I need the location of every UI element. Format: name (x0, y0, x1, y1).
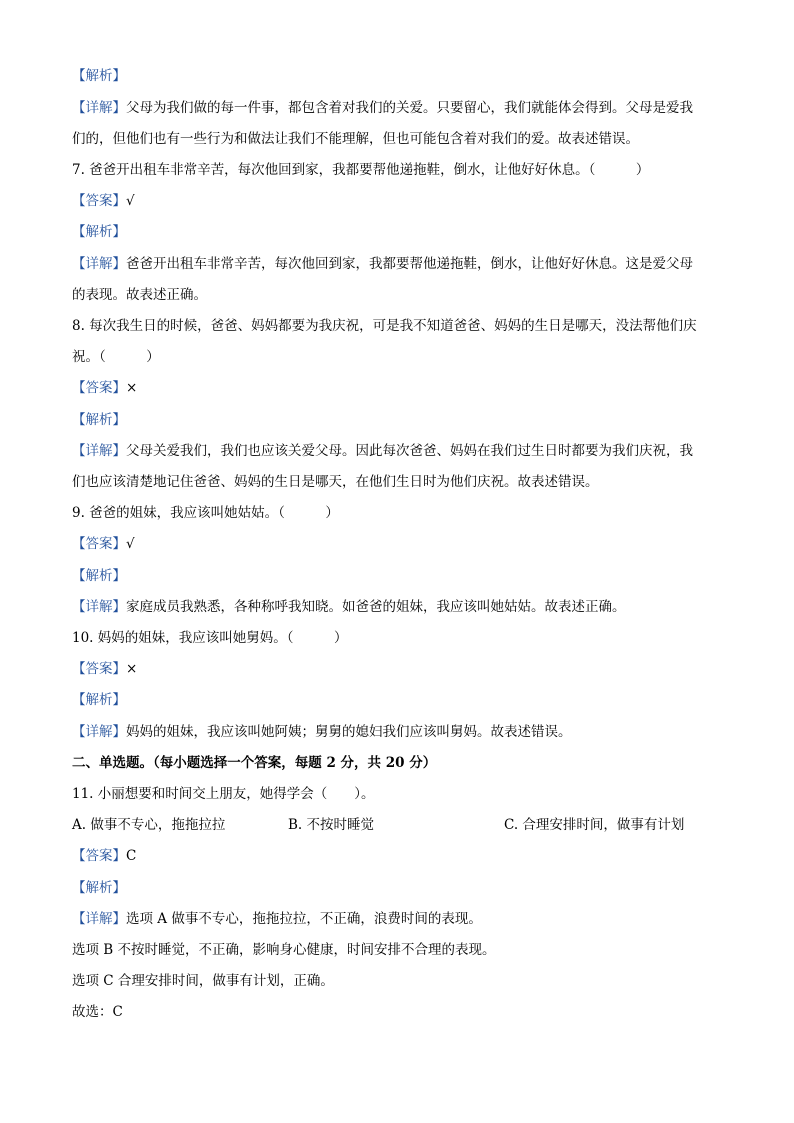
question-8: 8. 每次我生日的时候，爸爸、妈妈都要为我庆祝，可是我不知道爸爸、妈妈的生日是哪天，没法帮他们庆 (72, 318, 697, 334)
detail-line: 们的，但他们也有一些行为和做法让我们不能理解，但也可能包含着对我们的爱。故表述错误。 (72, 131, 639, 147)
analysis-label: 【解析】 (72, 68, 126, 84)
section-heading: 二、单选题。（每小题选择一个答案，每题 2 分，共 20 分） (72, 755, 437, 771)
answer-10: 【答案】× (72, 661, 138, 677)
detail-line: 故选：C (72, 1004, 123, 1020)
detail-line: 【详解】父母关爱我们，我们也应该关爱父母。因此每次爸爸、妈妈在我们过生日时都要为我们庆祝，我 (72, 443, 693, 459)
question-11: 11. 小丽想要和时间交上朋友，她得学会（ ）。 (72, 786, 375, 802)
detail-line: 们也应该清楚地记住爸爸、妈妈的生日是哪天，在他们生日时为他们庆祝。故表述错误。 (72, 474, 599, 490)
analysis-label: 【解析】 (72, 412, 126, 428)
detail-line: 的表现。故表述正确。 (72, 287, 207, 303)
option-a: A. 做事不专心，拖拖拉拉 (72, 817, 226, 833)
detail-line: 选项 C 合理安排时间，做事有计划，正确。 (72, 973, 334, 989)
detail-line: 【详解】爸爸开出租车非常辛苦，每次他回到家，我都要帮他递拖鞋，倒水，让他好好休息。这是爱父母 (72, 256, 693, 272)
question-10: 10. 妈妈的姐妹，我应该叫她舅妈。（ ） (72, 630, 348, 646)
analysis-label: 【解析】 (72, 568, 126, 584)
question-7: 7. 爸爸开出租车非常辛苦，每次他回到家，我都要帮他递拖鞋，倒水，让他好好休息。（ ） (72, 162, 650, 178)
option-b: B. 不按时睡觉 (288, 817, 375, 833)
question-8-cont: 祝。（ ） (72, 349, 160, 365)
answer-9: 【答案】√ (72, 536, 135, 552)
answer-11: 【答案】C (72, 848, 137, 864)
detail-line: 【详解】家庭成员我熟悉，各种称呼我知晓。如爸爸的姐妹，我应该叫她姑姑。故表述正确。 (72, 599, 626, 615)
answer-7: 【答案】√ (72, 193, 135, 209)
detail-line: 【详解】父母为我们做的每一件事，都包含着对我们的关爱。只要留心，我们就能体会得到。父母是爱我 (72, 100, 693, 116)
detail-line: 【详解】妈妈的姐妹，我应该叫她阿姨；舅舅的媳妇我们应该叫舅妈。故表述错误。 (72, 724, 572, 740)
question-9: 9. 爸爸的姐妹，我应该叫她姑姑。（ ） (72, 505, 339, 521)
answer-8: 【答案】× (72, 380, 138, 396)
analysis-label: 【解析】 (72, 880, 126, 896)
detail-line: 选项 B 不按时睡觉，不正确，影响身心健康，时间安排不合理的表现。 (72, 942, 496, 958)
option-c: C. 合理安排时间，做事有计划 (504, 817, 685, 833)
analysis-label: 【解析】 (72, 692, 126, 708)
analysis-label: 【解析】 (72, 224, 126, 240)
detail-line: 【详解】选项 A 做事不专心，拖拖拉拉，不正确，浪费时间的表现。 (72, 911, 482, 927)
